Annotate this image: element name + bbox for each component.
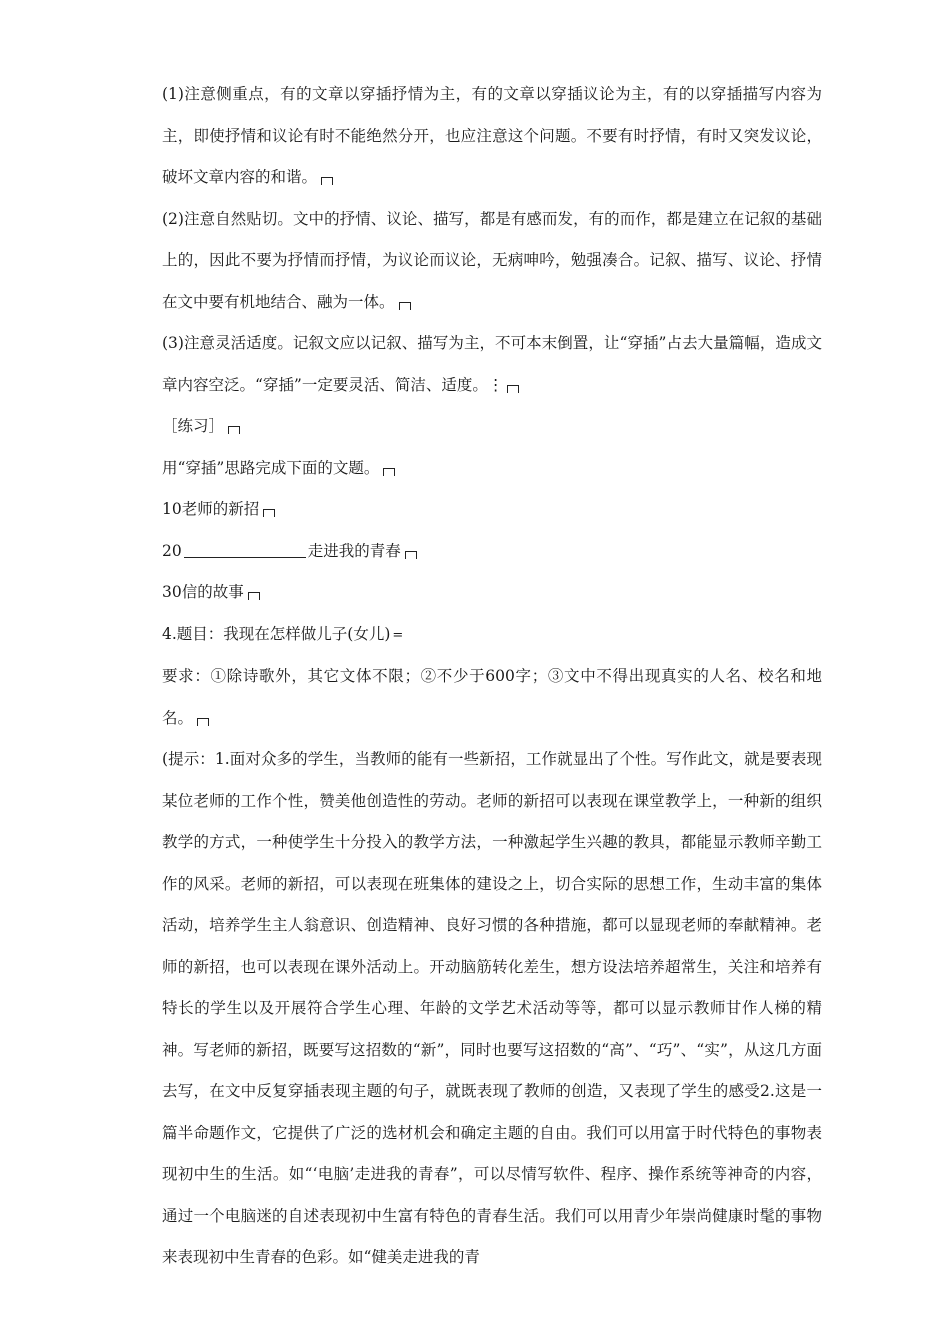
paragraph-mark-icon <box>321 177 333 185</box>
requirements-text: 要求：①除诗歌外，其它文体不限；②不少于600字；③文中不得出现真实的人名、校名和地名。 <box>162 667 822 727</box>
paragraph-2-text: (2)注意自然贴切。文中的抒情、议论、描写，都是有感而发，有的而作，都是建立在记叙的基础上的，因此不要为抒情而抒情，为议论而议论，无病呻吟，勉强凑合。记叙、描写、议论、抒情在文中要有机地结合、融为一体。 <box>162 209 822 311</box>
paragraph-mark-icon <box>263 509 275 517</box>
paragraph-1 <box>162 74 822 199</box>
instruction-text: 用“穿插”思路完成下面的文题。 <box>162 458 380 477</box>
topic-item-1 <box>162 489 822 531</box>
paragraph-3 <box>162 323 822 406</box>
topic-item-2-suffix: 走进我的青春 <box>307 541 401 560</box>
paragraph-3-text: (3)注意灵活适度。记叙文应以记叙、描写为主，不可本末倒置，让“穿插”占去大量篇幅，造成文章内容空泛。“穿插”一定要灵活、简洁、适度。⋮ <box>162 334 822 394</box>
topic-item-3 <box>162 572 822 614</box>
practice-heading-text: ［练习］ <box>162 417 225 435</box>
paragraph-mark-icon <box>197 718 209 726</box>
paragraph-mark-icon <box>228 426 240 434</box>
paragraph-mark-icon <box>248 592 260 600</box>
practice-heading <box>162 406 822 448</box>
topic-item-4 <box>162 614 822 657</box>
hint-paragraph <box>162 739 822 1279</box>
requirements-paragraph <box>162 656 822 739</box>
topic-item-2 <box>162 531 822 573</box>
paragraph-1-text: (1)注意侧重点，有的文章以穿插抒情为主，有的文章以穿插议论为主，有的以穿插描写内容为主，即使抒情和议论有时不能绝然分开，也应注意这个问题。不要有时抒情，有时又突发议论，破坏文章内容的和谐。 <box>162 85 822 186</box>
paragraph-mark-icon <box>383 468 395 476</box>
topic-item-3-text: 30信的故事 <box>162 583 244 601</box>
line-break-mark-icon: = <box>392 627 404 643</box>
paragraph-mark-icon <box>405 551 417 559</box>
hint-text: (提示：1.面对众多的学生，当教师的能有一些新招，工作就显出了个性。写作此文，就是要表现某位老师的工作个性，赞美他创造性的劳动。老师的新招可以表现在课堂教学上，一种新的组织教学的方式，一种使学生十分投入的教学方法，一种激起学生兴趣的教具，都能显示教师辛勤工作的风采。老师的新招，可以表现在班集体的建设之上，切合实际的思想工作，生动丰富的集体活动，培养学生主人翁意识、创造精神、良好习惯的各种措施，都可以显现老师的奉献精神。老师的新招，也可以表现在课外活动上。开动脑筋转化差生，想方设法培养超常生，关注和培养有特长的学生以及开展符合学生心理、年龄的文学艺术活动等等，都可以显示教师甘作人梯的精神。写老师的新招，既要写这招数的“新”，同时也要写这招数的“高”、“巧”、“实”，从这几方面去写，在文中反复穿插表现主题的句子，就既表现了教师的创造，又表现了学生的感受2.这是一篇半命题作文，它提供了广泛的选材机会和确定主题的自由。我们可以用富于时代特色的事物表现初中生的生活。如“‘电脑’走进我的青春”，可以尽情写软件、程序、操作系统等神奇的内容，通过一个电脑迷的自述表现初中生富有特色的青春生活。我们可以用青少年崇尚健康时髦的事物来表现初中生青春的色彩。如“健美走进我的青 <box>162 750 822 1266</box>
fill-in-blank-line <box>184 541 306 558</box>
topic-item-1-text: 10老师的新招 <box>162 500 260 518</box>
topic-item-2-prefix: 20 <box>162 541 182 560</box>
paragraph-mark-icon <box>399 302 411 310</box>
paragraph-mark-icon <box>507 385 519 393</box>
instruction-line <box>162 448 822 490</box>
topic-item-4-text: 4.题目：我现在怎样做儿子(女儿) <box>162 624 391 643</box>
paragraph-2 <box>162 199 822 324</box>
